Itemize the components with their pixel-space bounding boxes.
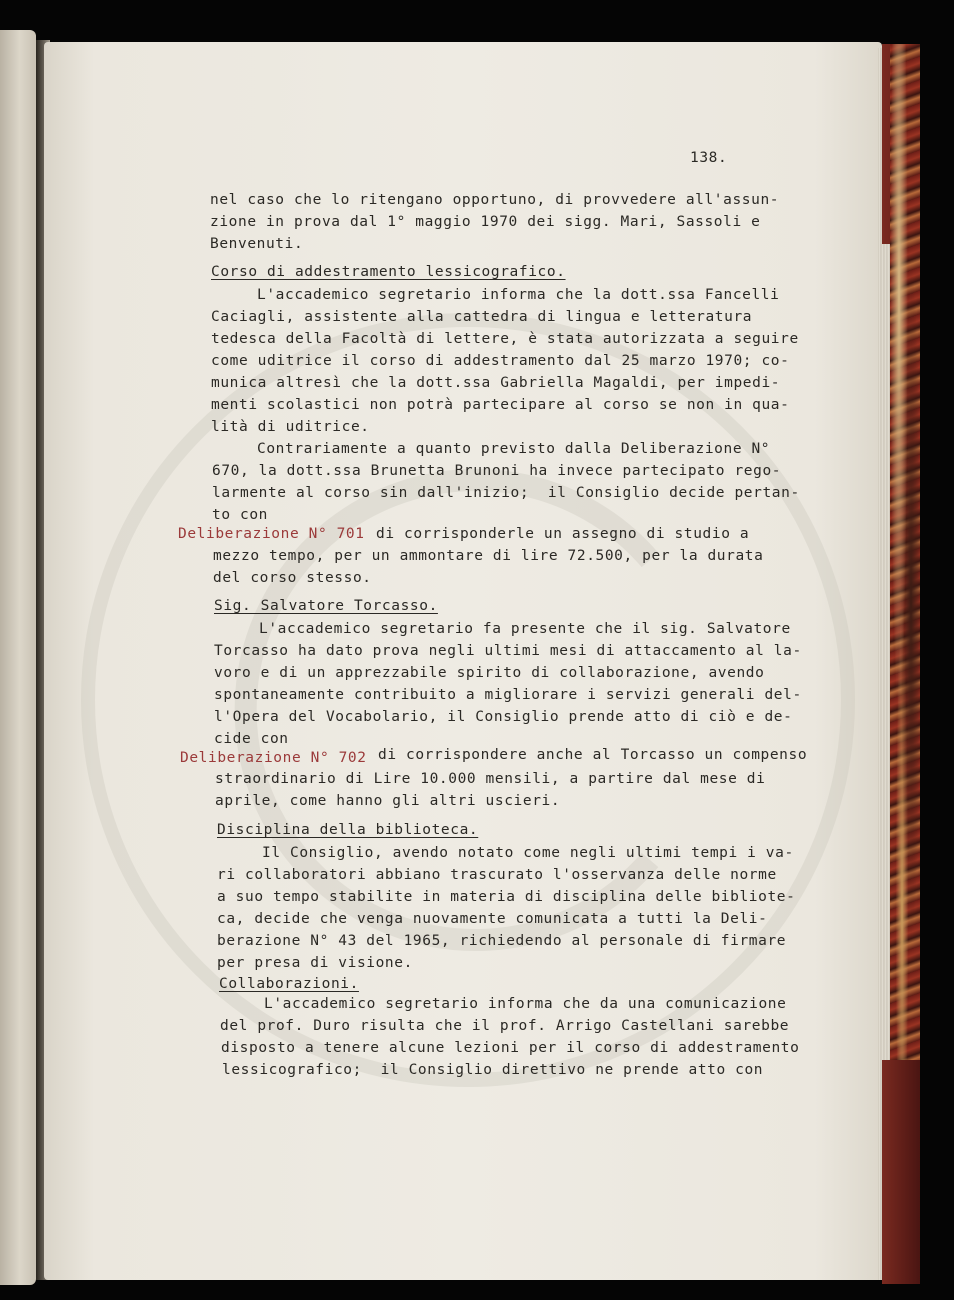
text-line: Torcasso ha dato prova negli ultimi mesi di attaccamento al la-	[214, 643, 802, 659]
text-line: nel caso che lo ritengano opportuno, di provvedere all'assun-	[210, 192, 780, 208]
section-heading: Collaborazioni.	[219, 976, 359, 992]
text-line: Il Consiglio, avendo notato come negli ultimi tempi i va-	[262, 845, 794, 861]
text-line: ca, decide che venga nuovamente comunicata a tutti la Deli-	[217, 911, 768, 927]
text-line: L'accademico segretario fa presente che il sig. Salvatore	[259, 621, 791, 637]
text-line: a suo tempo stabilite in materia di disciplina delle bibliote-	[217, 889, 796, 905]
text-line: berazione N° 43 del 1965, richiedendo al personale di firmare	[217, 933, 787, 949]
text-line: di corrispondere anche al Torcasso un compenso	[378, 747, 808, 763]
text-line: Benvenuti.	[210, 236, 304, 252]
text-line: 670, la dott.ssa Brunetta Brunoni ha invece partecipato rego-	[212, 463, 782, 479]
text-line: tedesca della Facoltà di lettere, è stata autorizzata a seguire	[211, 331, 799, 347]
text-line: to con	[212, 507, 268, 523]
cover-bottom-binding	[882, 1060, 920, 1284]
text-line: spontaneamente contribuito a migliorare i servizi generali del-	[214, 687, 802, 703]
text-line: l'Opera del Vocabolario, il Consiglio prende atto di ciò e de-	[214, 709, 793, 725]
page-number: 138.	[690, 150, 728, 166]
text-line: aprile, come hanno gli altri uscieri.	[215, 793, 561, 809]
section-heading: Corso di addestramento lessicografico.	[211, 264, 566, 280]
text-line: munica altresì che la dott.ssa Gabriella Magaldi, per impedi-	[211, 375, 781, 391]
text-line: Caciagli, assistente alla cattedra di lingua e letteratura	[211, 309, 753, 325]
text-line: menti scolastici non potrà partecipare al corso se non in qua-	[211, 397, 790, 413]
text-line: come uditrice il corso di addestramento dal 25 marzo 1970; co-	[211, 353, 790, 369]
text-line: zione in prova dal 1° maggio 1970 dei sigg. Mari, Sassoli e	[210, 214, 761, 230]
text-line: larmente al corso sin dall'inizio; il Consiglio decide pertan-	[212, 485, 800, 501]
text-line: lità di uditrice.	[211, 419, 370, 435]
text-line: per presa di visione.	[217, 955, 413, 971]
text-line: L'accademico segretario informa che da una comunicazione	[264, 996, 787, 1012]
section-heading: Sig. Salvatore Torcasso.	[214, 598, 438, 614]
resolution-label-701: Deliberazione N° 701	[178, 526, 365, 542]
text-line: disposto a tenere alcune lezioni per il corso di addestramento	[221, 1040, 800, 1056]
text-line: di corrisponderle un assegno di studio a	[376, 526, 750, 542]
text-line: Contrariamente a quanto previsto dalla Deliberazione N°	[257, 441, 771, 457]
text-line: del corso stesso.	[213, 570, 372, 586]
left-page-edge	[0, 30, 36, 1285]
resolution-label-702: Deliberazione N° 702	[180, 750, 367, 766]
text-line: voro e di un apprezzabile spirito di collaborazione, avendo	[214, 665, 765, 681]
text-line: del prof. Duro risulta che il prof. Arrigo Castellani sarebbe	[220, 1018, 790, 1034]
text-line: L'accademico segretario informa che la dott.ssa Fancelli	[257, 287, 780, 303]
text-line: ri collaboratori abbiano trascurato l'osservanza delle norme	[217, 867, 777, 883]
text-line: lessicografico; il Consiglio direttivo ne prende atto con	[222, 1062, 764, 1078]
text-line: cide con	[214, 731, 289, 747]
text-line: mezzo tempo, per un ammontare di lire 72.500, per la durata	[213, 548, 764, 564]
text-line: straordinario di Lire 10.000 mensili, a partire dal mese di	[215, 771, 766, 787]
section-heading: Disciplina della biblioteca.	[217, 822, 479, 838]
